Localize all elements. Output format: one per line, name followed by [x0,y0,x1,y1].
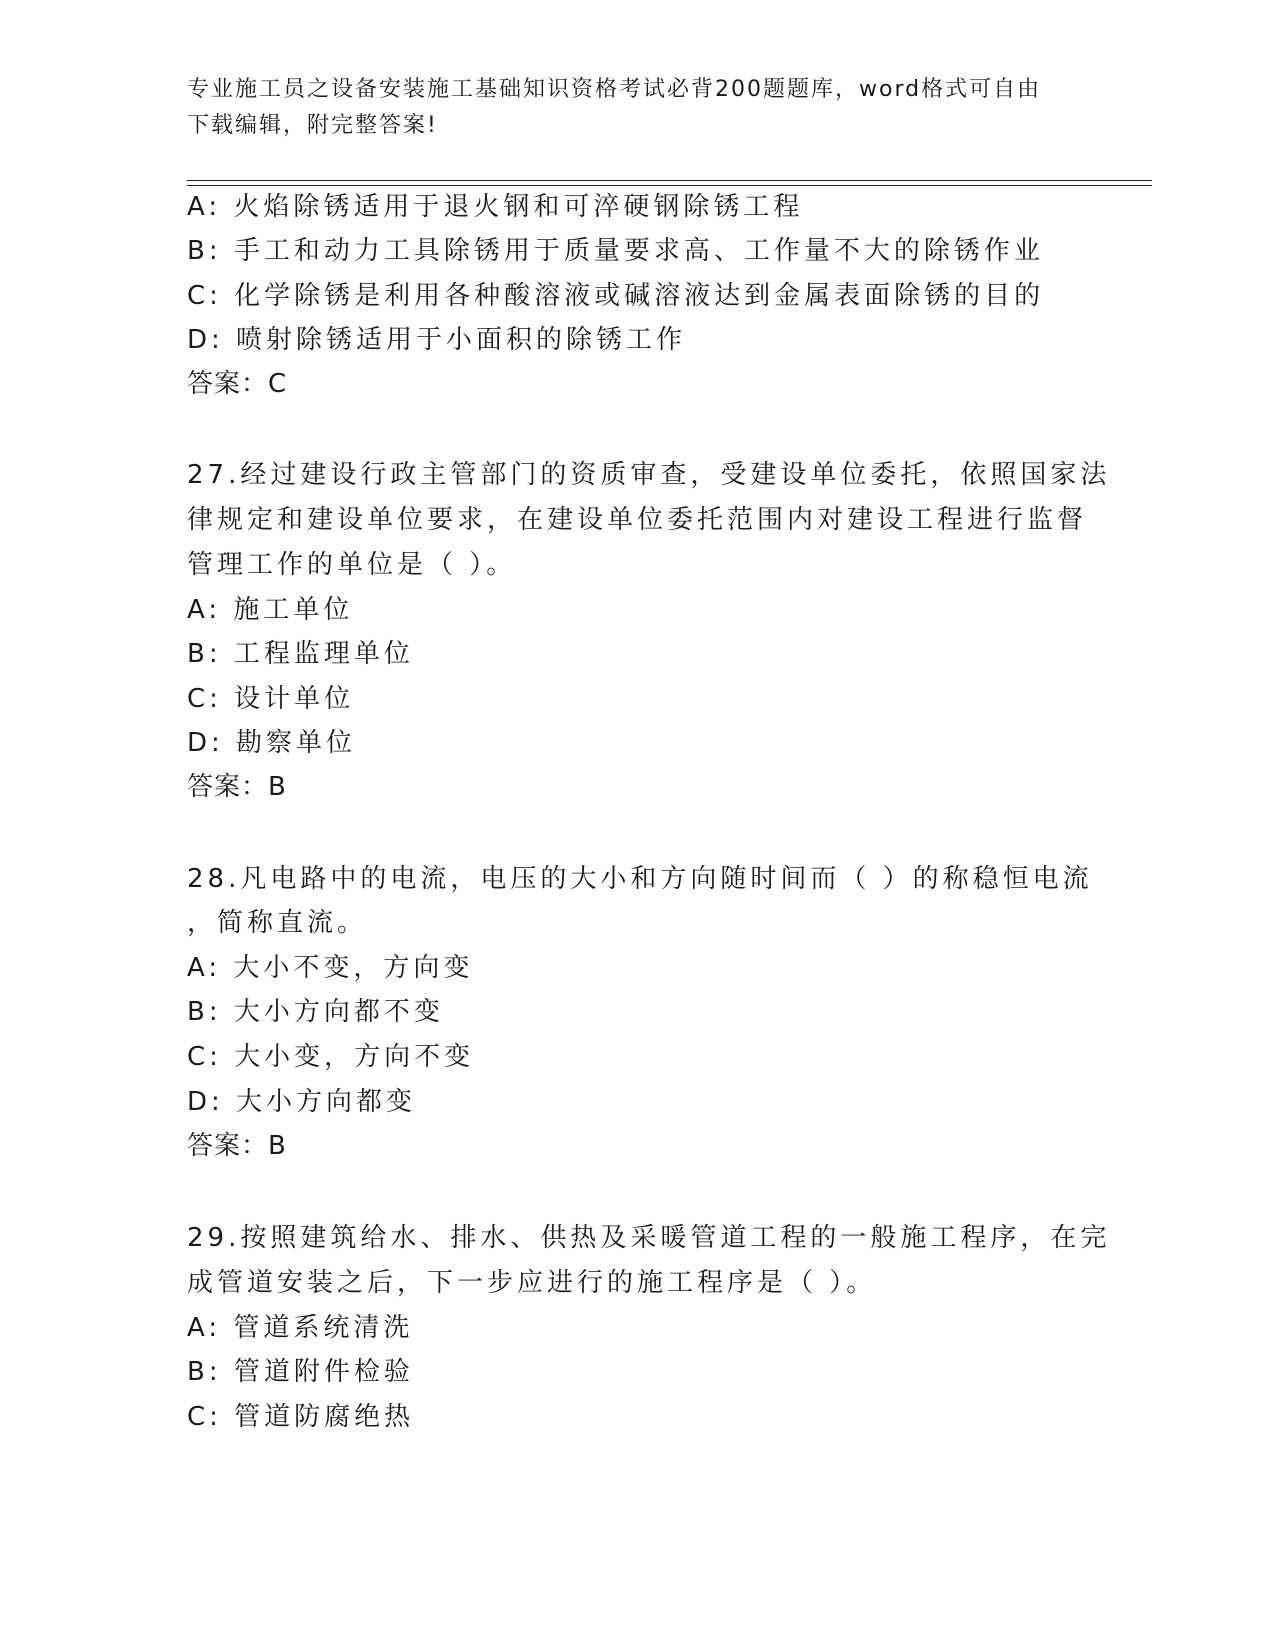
option-b: B: 管道附件检验 [187,1357,414,1387]
option-c: C: 化学除锈是利用各种酸溶液或碱溶液达到金属表面除锈的目的 [187,281,1045,311]
option-d: D: 喷射除锈适用于小面积的除锈工作 [187,325,687,355]
document-header [187,72,1087,144]
header-rule-top [187,180,1152,181]
option-a: A: 管道系统清洗 [187,1313,414,1343]
question-stem-line: 律规定和建设单位要求，在建设单位委托范围内对建设工程进行监督 [187,505,1088,535]
question-stem-line: 27.经过建设行政主管部门的资质审查，受建设单位委托，依照国家法 [187,460,1111,490]
answer: 答案：C [187,369,288,399]
question-stem-line: 管理工作的单位是（ ）。 [187,550,517,580]
option-c: C: 设计单位 [187,684,355,714]
option-b: B: 工程监理单位 [187,639,414,669]
option-d: D: 大小方向都变 [187,1087,417,1117]
answer: 答案：B [187,1131,287,1161]
answer: 答案：B [187,772,287,802]
question-stem-line: 28.凡电路中的电流，电压的大小和方向随时间而（ ）的称稳恒电流 [187,864,1093,894]
question-stem-line: ，简称直流。 [187,908,368,938]
option-c: C: 管道防腐绝热 [187,1402,415,1432]
header-line-2: 下载编辑，附完整答案! [187,113,438,138]
header-rule-bottom [187,185,1152,186]
header-line-1: 专业施工员之设备安装施工基础知识资格考试必背200题题库，word格式可自由 [187,77,1042,102]
option-a: A: 大小不变，方向变 [187,953,474,983]
option-b: B: 手工和动力工具除锈用于质量要求高、工作量不大的除锈作业 [187,236,1044,266]
question-stem-line: 29.按照建筑给水、排水、供热及采暖管道工程的一般施工程序，在完 [187,1223,1111,1253]
option-b: B: 大小方向都不变 [187,997,444,1027]
option-a: A: 火焰除锈适用于退火钢和可淬硬钢除锈工程 [187,192,804,222]
option-a: A: 施工单位 [187,595,354,625]
question-stem-line: 成管道安装之后，下一步应进行的施工程序是（ ）。 [187,1268,877,1298]
option-d: D: 勘察单位 [187,728,357,758]
option-c: C: 大小变，方向不变 [187,1042,475,1072]
